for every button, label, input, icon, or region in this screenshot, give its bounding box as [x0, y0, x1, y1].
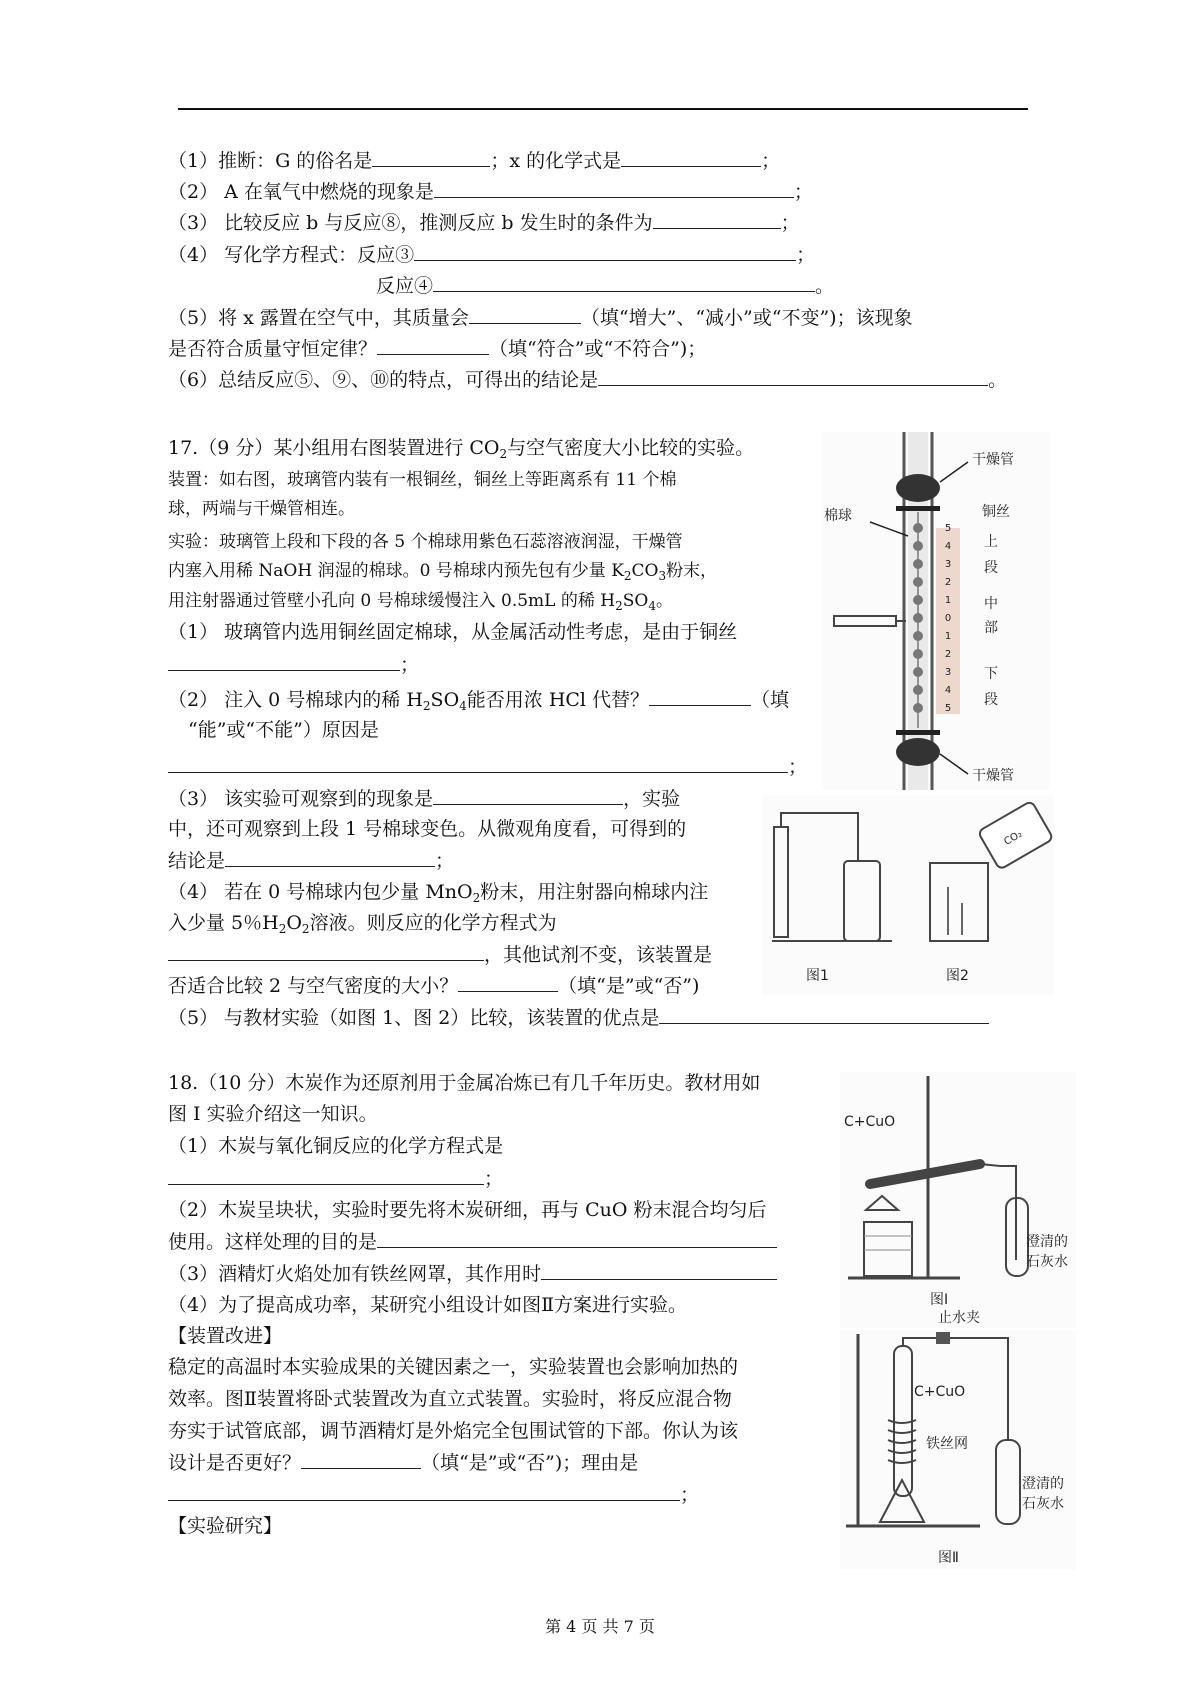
q17-part1: （1） 玻璃管内选用铜丝固定棉球，从金属活动性考虑，是由于铜丝 — [168, 621, 738, 643]
middle-section-label: 中 — [984, 596, 998, 612]
q18-part3: （3）酒精灯火焰处加有铁丝网罩，其作用时 — [168, 1259, 777, 1288]
q18-heading-device: 【装置改进】 — [168, 1325, 283, 1347]
q17-part4-equation: ，其他试剂不变，该装置是 — [168, 940, 712, 969]
cotton-ball-number: 2 — [944, 577, 952, 588]
q16-part1: （1）推断：G 的俗名是 ；x 的化学式是 ； — [168, 146, 780, 175]
q17-part3-cont: 中，还可观察到上段 1 号棉球变色。从微观角度看，可得到的 — [168, 818, 687, 840]
q16-part4-reaction4: 反应④ 。 — [376, 271, 834, 300]
figure-1-label: 图I — [930, 1292, 949, 1308]
upper-section-label: 上 — [984, 534, 998, 550]
q18-heading-research: 【实验研究】 — [168, 1515, 283, 1537]
q18-text-4: 设计是否更好？ （填“是”或“否”)；理由是 — [168, 1448, 638, 1477]
answer-blank[interactable] — [621, 146, 761, 167]
q16-part2: （2） A 在氧气中燃烧的现象是 ； — [168, 177, 813, 206]
cotton-ball-number: 3 — [944, 559, 952, 570]
q18-figure-1-horizontal-apparatus — [840, 1072, 1076, 1328]
answer-blank[interactable] — [659, 1003, 989, 1024]
figure-1-label: 图1 — [806, 968, 829, 984]
q17-textbook-figures — [762, 795, 1054, 995]
answer-blank[interactable] — [377, 1227, 777, 1248]
cotton-ball-number: 2 — [944, 649, 952, 660]
cotton-ball-number: 1 — [944, 631, 952, 642]
q18-title: 18.（10 分）木炭作为还原剂用于金属冶炼已有几千年历史。教材用如 — [168, 1072, 761, 1094]
q17-part4-cont: 入少量 5％$H_2O_2$溶液。则反应的化学方程式为 — [168, 912, 557, 936]
copper-wire-label: 铜丝 — [982, 504, 1010, 520]
q17-part1-answer: ； — [168, 650, 419, 679]
answer-blank[interactable] — [598, 365, 988, 386]
cotton-ball-number: 5 — [944, 523, 952, 534]
figure-1-reactant-label: C+CuO — [844, 1114, 896, 1130]
co2-bottle-label: CO₂ — [1002, 828, 1025, 848]
answer-blank[interactable] — [225, 846, 435, 867]
q18-part2-cont: 使用。这样处理的目的是 — [168, 1227, 777, 1256]
answer-blank[interactable] — [168, 1164, 484, 1185]
figure-2-iron-mesh-label: 铁丝网 — [926, 1436, 968, 1452]
answer-blank[interactable] — [469, 303, 581, 324]
answer-blank[interactable] — [541, 1259, 777, 1280]
q17-part5: （5） 与教材实验（如图 1、图 2）比较，该装置的优点是 — [168, 1003, 989, 1032]
answer-blank[interactable] — [433, 784, 623, 805]
q17-part2-answer: ； — [168, 752, 807, 781]
answer-blank[interactable] — [168, 1480, 680, 1501]
lower-section-label: 段 — [984, 692, 998, 708]
q16-part5: （5）将 x 露置在空气中，其质量会 （填“增大”、“减小”或“不变”)；该现象 — [168, 303, 913, 332]
q17-tube-apparatus-figure — [822, 432, 1050, 790]
cotton-ball-number: 4 — [944, 685, 952, 696]
answer-blank[interactable] — [649, 685, 751, 706]
q18-part1-answer: ； — [168, 1164, 503, 1193]
q17-part4: （4） 若在 0 号棉球内包少量 MnO$_2$粉末，用注射器向棉球内注 — [168, 881, 709, 905]
cotton-ball-number: 3 — [944, 667, 952, 678]
q17-part3: （3） 该实验可观察到的现象是 ，实验 — [168, 784, 680, 813]
q17-device-1: 装置：如右图，玻璃管内装有一根铜丝，铜丝上等距离系有 11 个棉 — [168, 470, 677, 490]
drying-tube-label-top: 干燥管 — [972, 452, 1014, 468]
answer-blank[interactable] — [653, 208, 781, 229]
answer-blank[interactable] — [377, 334, 489, 355]
q17-title: 17.（9 分）某小组用右图装置进行 $CO_2$与空气密度大小比较的实验。 — [168, 437, 755, 461]
cotton-ball-numbers — [945, 523, 951, 714]
cotton-ball-number: 1 — [944, 595, 952, 606]
q17-part2: （2） 注入 0 号棉球内的稀 $H_2SO_4$能否用浓 HCl 代替？ （填 — [168, 685, 789, 714]
answer-blank[interactable] — [433, 271, 815, 292]
q16-part3: （3） 比较反应 b 与反应⑧，推测反应 b 发生时的条件为 ； — [168, 208, 800, 237]
figure-2-label: 图Ⅱ — [938, 1550, 959, 1566]
figure-1-limewater-label: 石灰水 — [1026, 1254, 1068, 1270]
page-footer: 第 4 页 共 7 页 — [545, 1617, 655, 1636]
figure-2-limewater-label: 澄清的 — [1022, 1476, 1064, 1492]
answer-blank[interactable] — [458, 971, 558, 992]
cotton-ball-label: 棉球 — [824, 508, 852, 524]
q18-part2: （2）木炭呈块状，实验时要先将木炭研细，再与 CuO 粉末混合均匀后 — [168, 1199, 767, 1221]
q18-figure-2-vertical-apparatus — [840, 1330, 1076, 1570]
q17-experiment-1: 实验：玻璃管上段和下段的各 5 个棉球用紫色石蕊溶液润湿，干燥管 — [168, 532, 683, 552]
q18-text-3: 夯实于试管底部，调节酒精灯是外焰完全包围试管的下部。你认为该 — [168, 1420, 739, 1442]
q16-part4: （4） 写化学方程式：反应③ ； — [168, 240, 815, 269]
drying-tube-label-bottom: 干燥管 — [972, 768, 1014, 784]
answer-blank[interactable] — [301, 1448, 421, 1469]
q17-part4-question: 否适合比较 2 与空气密度的大小？ （填“是”或“否”) — [168, 971, 699, 1000]
q18-text-1: 稳定的高温时本实验成果的关键因素之一，实验装置也会影响加热的 — [168, 1356, 739, 1378]
q18-title-cont: 图 I 实验介绍这一知识。 — [168, 1103, 378, 1125]
q16-part6: （6）总结反应⑤、⑨、⑩的特点，可得出的结论是 。 — [168, 365, 1007, 394]
answer-blank[interactable] — [434, 177, 794, 198]
lower-section-label: 下 — [984, 666, 998, 682]
figure-2-label: 图2 — [946, 968, 969, 984]
figure-2-limewater-label: 石灰水 — [1022, 1496, 1064, 1512]
figure-1-limewater-label: 澄清的 — [1026, 1234, 1068, 1250]
cotton-ball-number: 0 — [944, 613, 952, 624]
q17-device-2: 球，两端与干燥管相连。 — [168, 499, 355, 519]
answer-blank[interactable] — [168, 650, 400, 671]
cotton-ball-number: 5 — [944, 703, 952, 714]
answer-blank[interactable] — [168, 940, 484, 961]
answer-blank[interactable] — [414, 240, 796, 261]
figure-2-clamp-label: 止水夹 — [938, 1310, 980, 1326]
q18-part4: （4）为了提高成功率，某研究小组设计如图Ⅱ方案进行实验。 — [168, 1294, 688, 1316]
q17-experiment-3: 用注射器通过管壁小孔向 0 号棉球缓慢注入 0.5mL 的稀 $H_2SO_4$。 — [168, 591, 673, 613]
q17-part3-conclusion: 结论是 ； — [168, 846, 454, 875]
q16-part5-cont: 是否符合质量守恒定律？ （填“符合”或“不符合”)； — [168, 334, 706, 363]
middle-section-label: 部 — [984, 620, 998, 636]
cotton-ball-number: 4 — [944, 541, 952, 552]
answer-blank[interactable] — [372, 146, 490, 167]
q17-part2-cont: “能”或“不能”）原因是 — [188, 719, 379, 741]
upper-section-label: 段 — [984, 560, 998, 576]
q18-text-5: ； — [168, 1480, 699, 1509]
q18-part1: （1）木炭与氧化铜反应的化学方程式是 — [168, 1135, 504, 1157]
header-rule — [178, 108, 1028, 110]
q17-experiment-2: 内塞入用稀 NaOH 润湿的棉球。0 号棉球内预先包有少量 $K_2CO_3$粉末， — [168, 561, 718, 583]
figure-2-reactant-label: C+CuO — [914, 1384, 966, 1400]
answer-blank[interactable] — [168, 752, 788, 773]
q18-text-2: 效率。图Ⅱ装置将卧式装置改为直立式装置。实验时，将反应混合物 — [168, 1388, 732, 1410]
